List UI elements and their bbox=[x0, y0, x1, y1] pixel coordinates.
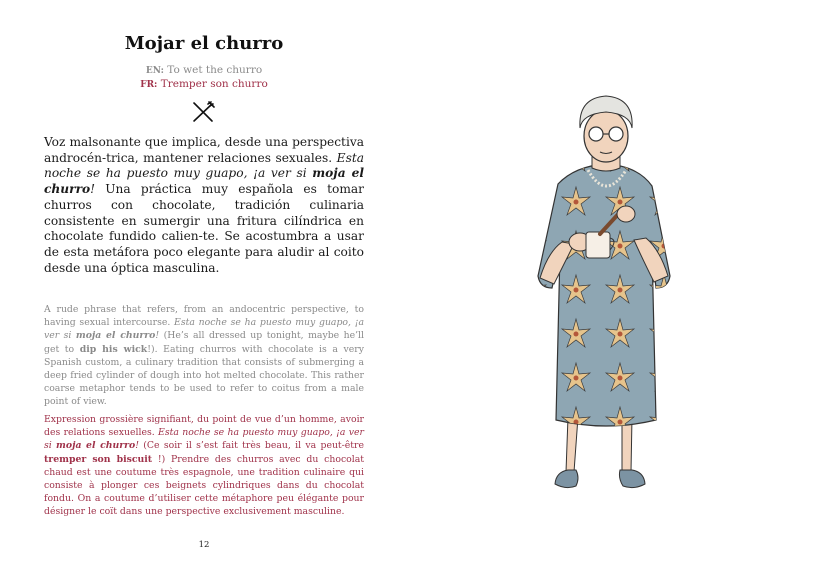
french-translation bbox=[44, 78, 364, 90]
french-label: FR: bbox=[140, 80, 158, 90]
english-translation bbox=[44, 64, 364, 76]
english-example-bold: moja el churro bbox=[75, 330, 156, 342]
spanish-example-end: ! bbox=[90, 182, 96, 197]
english-text-end: !). Eating churros with chocolate is a very Spanish custom, a culinary tradition that consists of submerging a deep fried cylinder of dough into hot melted chocolate. This rather coarse metaphor tends to be used to refer to coitus from a male point of view. bbox=[44, 343, 364, 408]
english-idiom: dip his wick bbox=[79, 343, 148, 355]
english-example-end: ! bbox=[155, 330, 160, 342]
french-example-bold: moja el churro bbox=[56, 440, 136, 452]
french-text-end: !) Prendre des churros avec du chocolat chaud est une coutume très espagnole, une tradition culinaire qui consiste à plonger ces beignets cylindriques dans du chocolat fondu. On a coutume d’utiliser cette métaphore peu élégante pour désigner le coït dans une perspective exclusivement masculine. bbox=[44, 453, 364, 518]
crossed-fork-knife-icon bbox=[191, 101, 215, 123]
french-idiom: tremper son biscuit bbox=[44, 453, 153, 465]
english-text-cont: (He’s all dressed up tonight, maybe he’ll get to bbox=[44, 330, 364, 355]
english-text: A rude phrase that refers, from an andocentric perspective, to having sexual intercourse. bbox=[44, 304, 364, 329]
french-example-end: ! bbox=[135, 440, 139, 452]
spanish-example-text: Esta noche se ha puesto muy guapo, ¡a ver si bbox=[44, 150, 364, 181]
french-example-text: Esta noche se ha puesto muy guapo, ¡a ver si bbox=[44, 427, 364, 452]
spanish-definition bbox=[44, 135, 364, 276]
english-definition bbox=[44, 303, 364, 409]
english-translation-text: To wet the churro bbox=[167, 64, 263, 76]
french-translation-text: Tremper son churro bbox=[160, 78, 268, 90]
french-text-cont: (Ce soir il s’est fait très beau, il va peut-être bbox=[139, 440, 364, 452]
page-number: 12 bbox=[198, 540, 210, 550]
spanish-text-cont: Una práctica muy española es tomar churros con chocolate, tradición culinaria consistente en sumergir una fritura cilíndrica en chocolate fundido calien-te. Se acostumbra a usar de esta metáfora poco elegante para aludir al coito desde una óptica masculina. bbox=[44, 182, 364, 275]
english-label: EN: bbox=[145, 66, 164, 76]
elderly-woman-illustration bbox=[510, 92, 700, 497]
spanish-text: Voz malsonante que implica, desde una perspectiva androcén-trica, mantener relaciones sexuales. bbox=[44, 135, 364, 165]
entry-title: Mojar el churro bbox=[124, 33, 284, 54]
english-example-text: Esta noche se ha puesto muy guapo, ¡a ver si bbox=[44, 317, 364, 342]
french-text: Expression grossière signifiant, du point de vue d’un homme, avoir des relations sexuelles. bbox=[44, 414, 364, 439]
french-definition bbox=[44, 413, 364, 519]
spanish-example-bold: moja el churro bbox=[44, 166, 364, 197]
